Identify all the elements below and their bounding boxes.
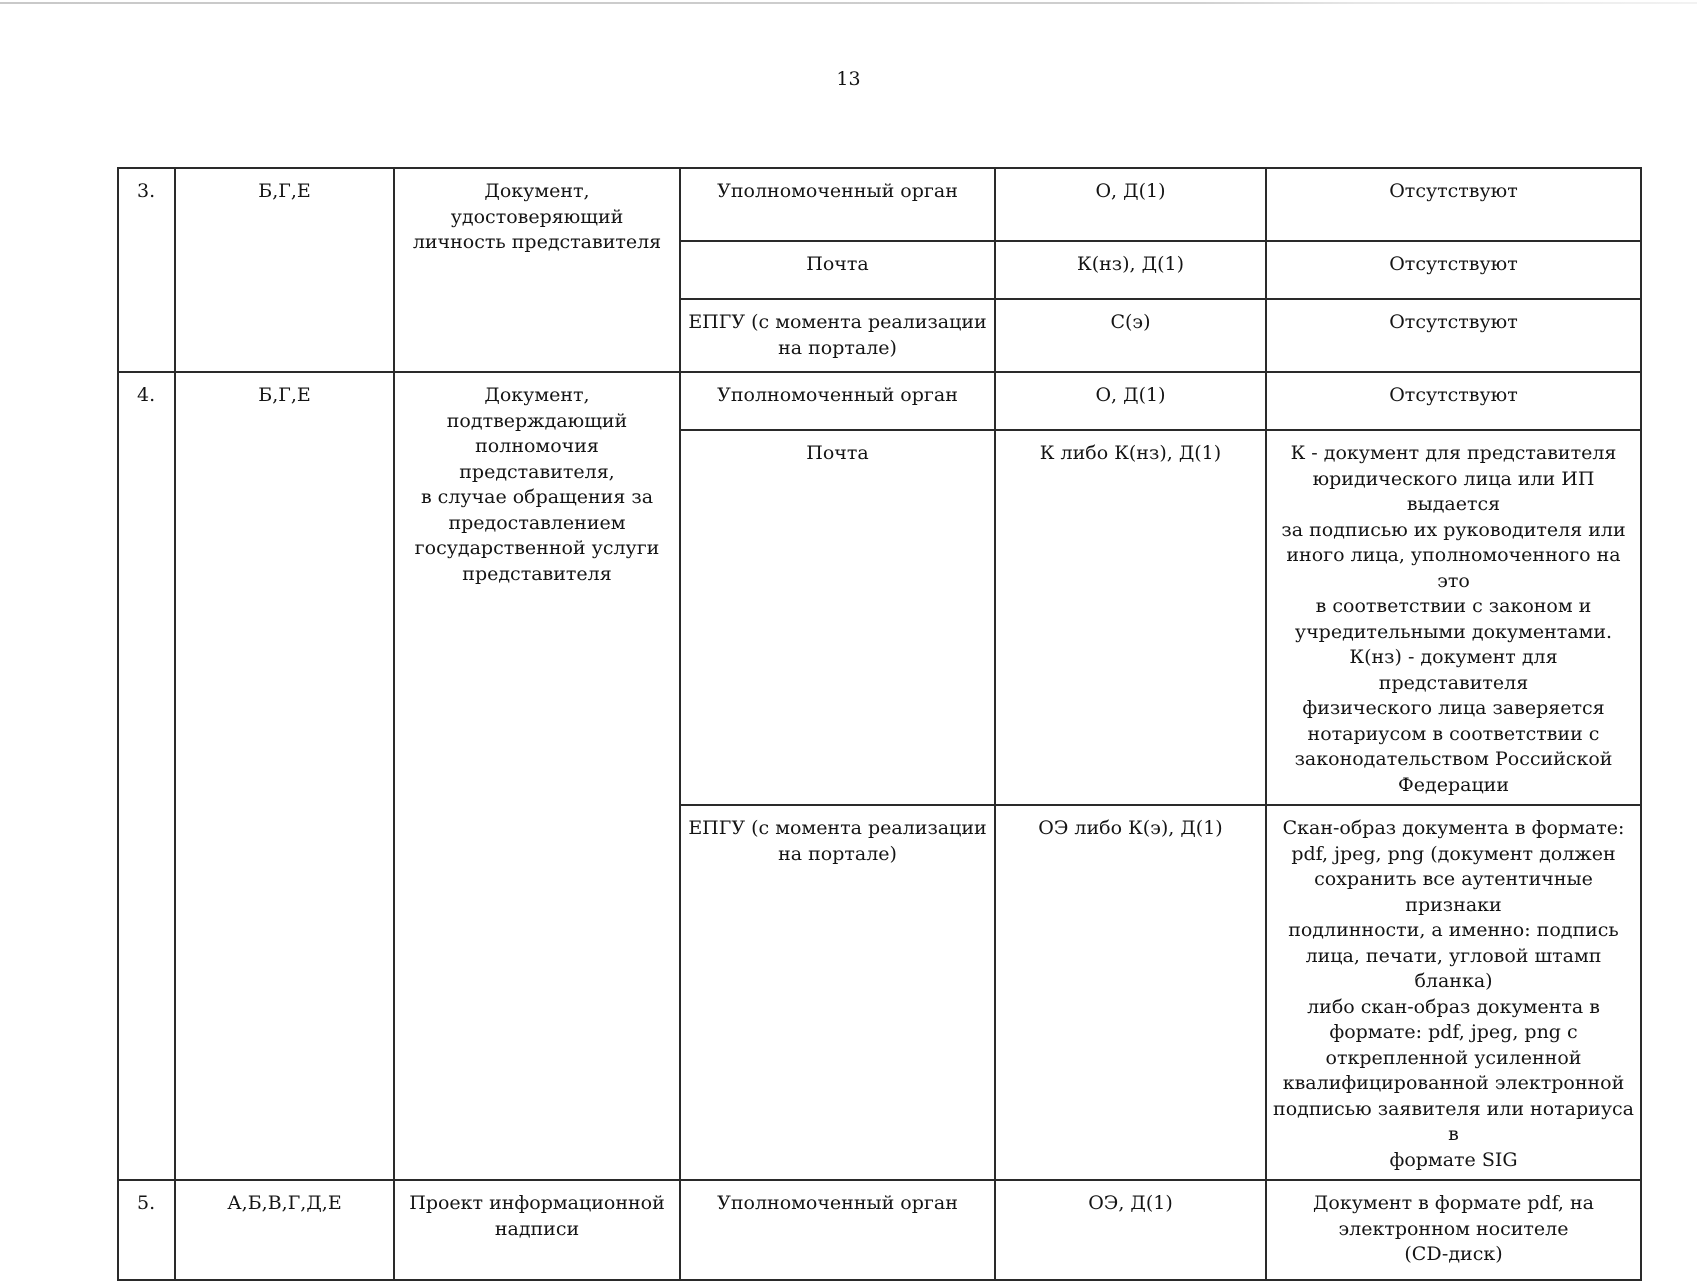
applicant-categories: А,Б,В,Г,Д,Е <box>175 1180 394 1280</box>
submission-channel: ЕПГУ (с момента реализации на портале) <box>680 805 995 1180</box>
row-number: 5. <box>118 1180 175 1280</box>
table-row-4 <box>118 372 1641 430</box>
submission-channel: Почта <box>680 241 995 299</box>
row-number: 4. <box>118 372 175 1180</box>
document-form: К(нз), Д(1) <box>995 241 1266 299</box>
document-requirements: Отсутствуют <box>1266 372 1641 430</box>
row-number: 3. <box>118 168 175 372</box>
document-requirements: Отсутствуют <box>1266 168 1641 241</box>
document-form: О, Д(1) <box>995 372 1266 430</box>
document-requirements: Отсутствуют <box>1266 241 1641 299</box>
document-requirements: Скан-образ документа в формате: pdf, jpeg, png (документ должен сохранить все аутентичные признаки подлинности, а именно: подпись лица, печати, угловой штамп бланка) либо скан-образ документа в формате: pdf, jpeg, png с открепленной усиленной квалифицированной электронной подписью заявителя или нотариуса в формате SIG <box>1266 805 1641 1180</box>
document-form: ОЭ либо К(э), Д(1) <box>995 805 1266 1180</box>
page-number: 13 <box>836 68 861 90</box>
document-form: К либо К(нз), Д(1) <box>995 430 1266 805</box>
submission-channel: Почта <box>680 430 995 805</box>
documents-table <box>117 167 1642 1281</box>
scan-edge-line <box>0 2 1697 4</box>
submission-channel: Уполномоченный орган <box>680 1180 995 1280</box>
table-row-5 <box>118 1180 1641 1280</box>
document-form: О, Д(1) <box>995 168 1266 241</box>
submission-channel: Уполномоченный орган <box>680 372 995 430</box>
document-form: ОЭ, Д(1) <box>995 1180 1266 1280</box>
document-requirements: К - документ для представителя юридического лица или ИП выдается за подписью их руководителя или иного лица, уполномоченного на это в соответствии с законом и учредительными документами. К(нз) - документ для представителя физического лица заверяется нотариусом в соответствии с законодательством Российской Федерации <box>1266 430 1641 805</box>
document-name: Проект информационной надписи <box>394 1180 680 1280</box>
applicant-categories: Б,Г,Е <box>175 168 394 372</box>
submission-channel: Уполномоченный орган <box>680 168 995 241</box>
document-requirements: Документ в формате pdf, на электронном носителе (CD-диск) <box>1266 1180 1641 1280</box>
submission-channel: ЕПГУ (с момента реализации на портале) <box>680 299 995 372</box>
applicant-categories: Б,Г,Е <box>175 372 394 1180</box>
document-form: С(э) <box>995 299 1266 372</box>
document-requirements: Отсутствуют <box>1266 299 1641 372</box>
document-name: Документ, удостоверяющий личность представителя <box>394 168 680 372</box>
table-row-3 <box>118 168 1641 241</box>
document-name: Документ, подтверждающий полномочия представителя, в случае обращения за предоставлением государственной услуги представителя <box>394 372 680 1180</box>
